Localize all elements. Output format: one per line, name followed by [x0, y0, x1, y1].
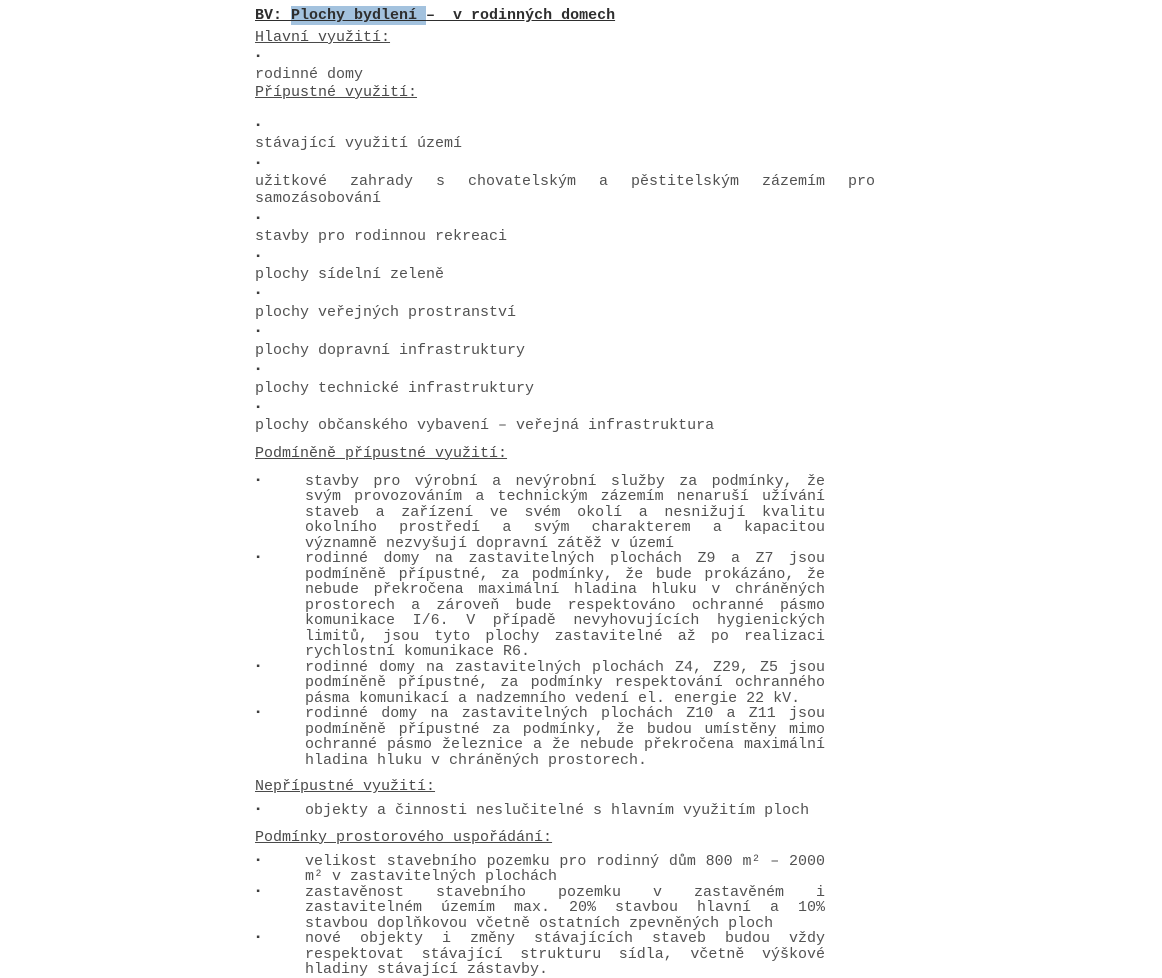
item-text: zastavěnost stavebního pozemku v zastavěném i zastavitelném územím max. 20% stavbou hlavní a 10% stavbou doplňkovou včetně ostatních zpevněných ploch	[305, 883, 825, 932]
section-items	[255, 803, 1162, 819]
bullet-icon: ▪	[255, 475, 262, 487]
section	[255, 445, 1162, 769]
bullet-icon: ▪	[255, 933, 262, 945]
bullet-icon: ▪	[255, 327, 262, 339]
list-item	[255, 803, 825, 819]
item-text: rodinné domy na zastavitelných plochách Z10 a Z11 jsou podmíněně přípustné za podmínky, že budou umístěny mimo ochranné pásmo železnice a že nebude překročena maximální hladina hluku v chráněných prostorech.	[305, 705, 825, 769]
bullet-icon: ▪	[255, 52, 262, 63]
section-items	[255, 854, 1162, 978]
list-item	[255, 885, 825, 932]
list-item	[255, 397, 875, 435]
bullet-icon: ▪	[255, 365, 262, 377]
list-item	[255, 208, 875, 246]
item-text: plochy dopravní infrastruktury	[255, 341, 526, 359]
bullet-icon: ▪	[255, 805, 262, 817]
section-items	[255, 474, 1162, 769]
list-item	[255, 931, 825, 978]
list-item	[255, 660, 825, 707]
section-items	[255, 115, 1162, 435]
item-text: velikost stavebního pozemku pro rodinný dům 800 m² – 2000 m² v zastavitelných plochách	[305, 852, 825, 886]
section-heading: Přípustné využití:	[255, 83, 418, 101]
bullet-icon: ▪	[255, 251, 262, 263]
item-text: stavby pro rodinnou rekreaci	[255, 228, 508, 246]
bullet-icon: ▪	[255, 855, 262, 867]
bullet-icon: ▪	[255, 708, 262, 720]
bullet-icon: ▪	[255, 120, 262, 132]
section-heading: Hlavní využití:	[255, 29, 391, 46]
item-text: stavby pro výrobní a nevýrobní služby za podmínky, že svým provozováním a technickým zázemím nenaruší užívání staveb a zařízení ve svém okolí a nesnižují kvalitu okolního prostředí a svým charakterem a kapacitou významně nezvyšují dopravní zátěž v území	[305, 472, 825, 552]
section	[255, 778, 1162, 819]
item-text: plochy občanského vybavení – veřejná infrastruktura	[255, 417, 715, 435]
item-text: nové objekty i změny stávajících staveb budou vždy respektovat stávající strukturu sídla, včetně výškové hladiny stávající zástavby.	[305, 930, 825, 978]
section	[255, 29, 1162, 84]
list-item	[255, 283, 875, 321]
section	[255, 84, 1162, 435]
list-item	[255, 474, 825, 552]
list-item	[255, 854, 825, 885]
bullet-icon: ▪	[255, 886, 262, 898]
list-item	[255, 321, 875, 359]
section-items	[255, 46, 1162, 84]
section-heading: Nepřípustné využití:	[255, 778, 436, 796]
section-heading: Podmínky prostorového uspořádání:	[255, 828, 553, 846]
item-text: stávající využití území	[255, 135, 463, 153]
item-text: plochy veřejných prostranství	[255, 303, 517, 321]
page-title	[255, 6, 1162, 25]
title-highlight: Plochy bydlení	[291, 7, 427, 24]
list-item	[255, 153, 875, 208]
item-text: rodinné domy na zastavitelných plochách Z9 a Z7 jsou podmíněně přípustné, za podmínky, že bude prokázáno, že nebude překročena maximální hladina hluku v chráněných prostorech a zároveň bude respektováno ochranné pásmo komunikace I/6. V případě nevyhovujících hygienických limitů, jsou tyto plochy zastavitelné až po realizaci rychlostní komunikace R6.	[305, 550, 825, 661]
list-item	[255, 246, 875, 284]
list-item	[255, 551, 825, 660]
bullet-icon: ▪	[255, 213, 262, 225]
bullet-icon: ▪	[255, 553, 262, 565]
section	[255, 829, 1162, 978]
item-text: plochy sídelní zeleně	[255, 266, 445, 284]
bullet-icon: ▪	[255, 289, 262, 301]
item-text: rodinné domy	[255, 66, 364, 84]
bullet-icon: ▪	[255, 661, 262, 673]
bullet-icon: ▪	[255, 402, 262, 414]
section-heading: Podmíněně přípustné využití:	[255, 444, 508, 462]
list-item	[255, 115, 875, 153]
list-item	[255, 359, 875, 397]
list-item	[255, 46, 875, 84]
item-text: plochy technické infrastruktury	[255, 379, 535, 397]
item-text: objekty a činnosti neslučitelné s hlavním využitím ploch	[305, 802, 810, 820]
list-item	[255, 706, 825, 768]
item-text: užitkové zahrady s chovatelským a pěstitelským zázemím pro samozásobování	[255, 173, 875, 208]
title-suffix: – v rodinných domech	[426, 7, 616, 24]
bullet-icon: ▪	[255, 158, 262, 170]
item-text: rodinné domy na zastavitelných plochách Z4, Z29, Z5 jsou podmíněně přípustné, za podmínky respektování ochranného pásma komunikací a nadzemního vedení el. energie 22 kV.	[305, 658, 825, 707]
sections	[255, 29, 1162, 978]
title-prefix: BV:	[255, 7, 292, 24]
